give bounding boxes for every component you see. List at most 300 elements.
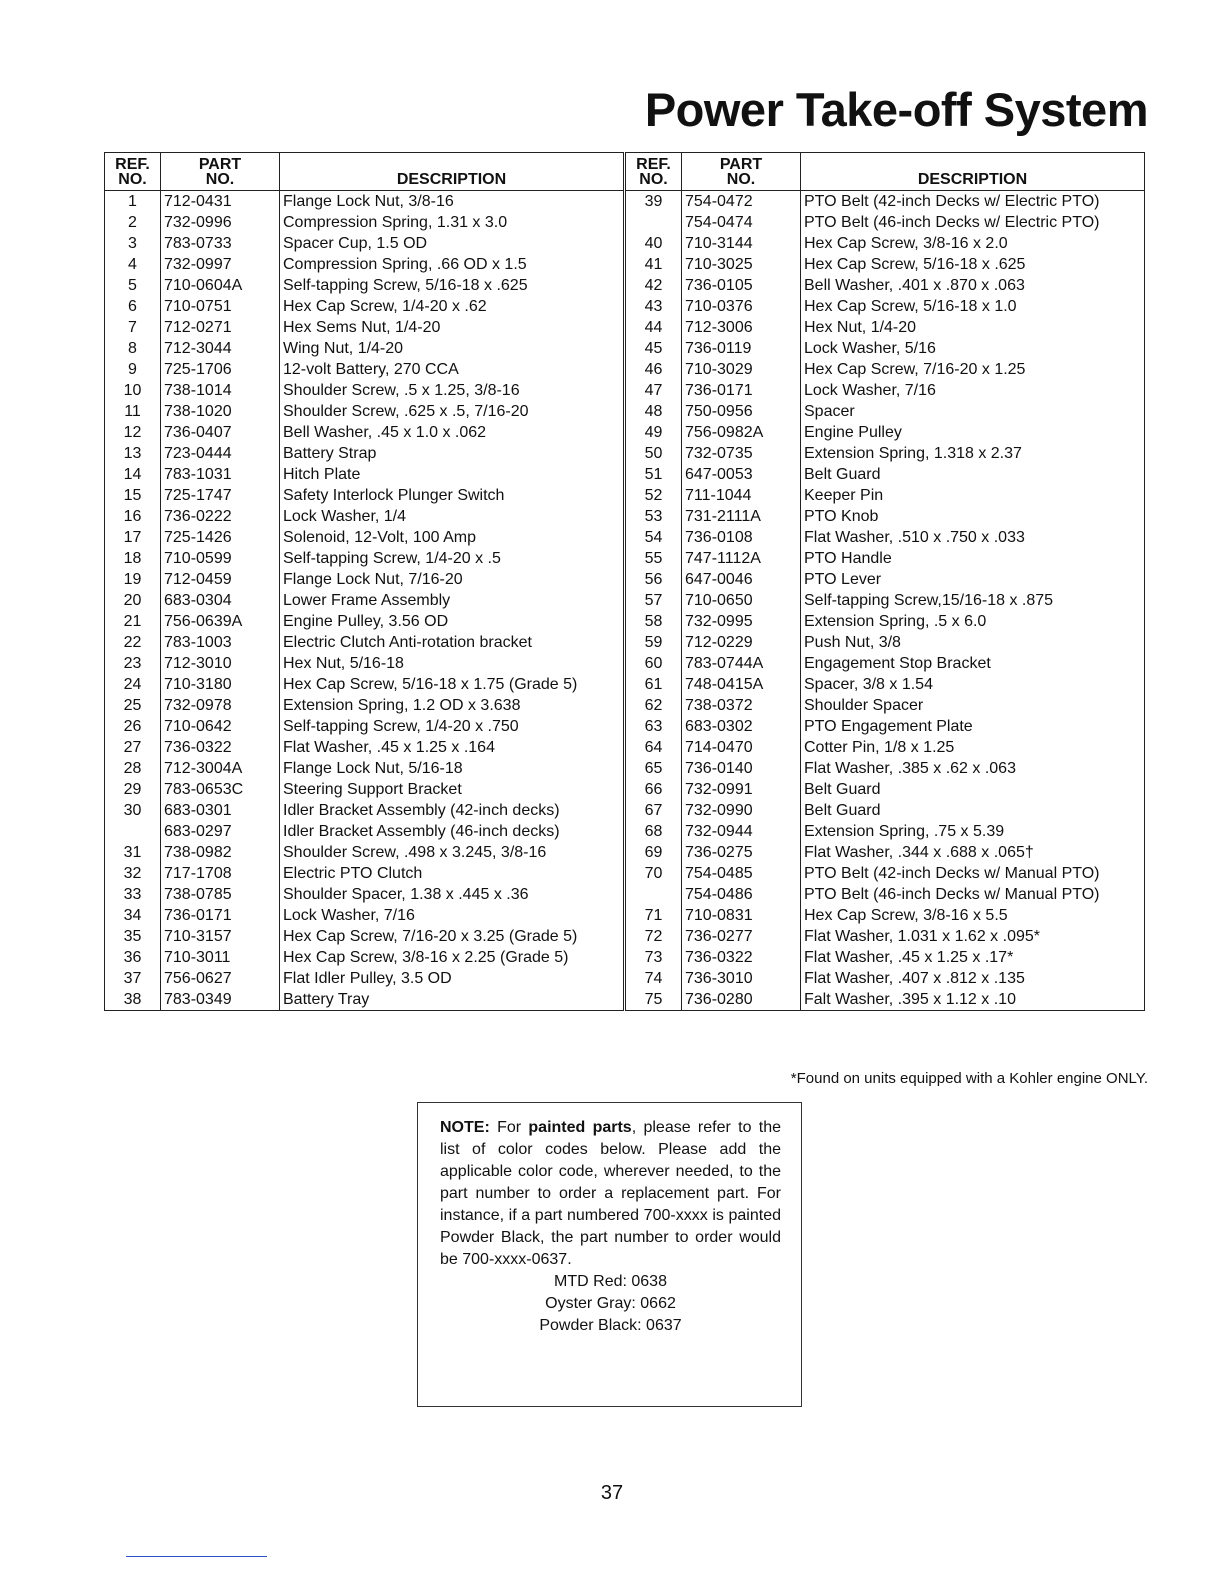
table-row	[105, 653, 624, 674]
description-cell: PTO Belt (42-inch Decks w/ Manual PTO)	[801, 863, 1145, 884]
part-number-cell: 710-0650	[682, 590, 801, 611]
ref-cell: 6	[105, 296, 161, 317]
part-number-cell: 732-0735	[682, 443, 801, 464]
table-row	[105, 968, 624, 989]
footnote: *Found on units equipped with a Kohler engine ONLY.	[790, 1070, 1148, 1087]
ref-cell: 7	[105, 317, 161, 338]
ref-cell: 64	[626, 737, 682, 758]
part-number-cell: 736-0277	[682, 926, 801, 947]
table-row	[105, 506, 624, 527]
part-number-cell: 723-0444	[161, 443, 280, 464]
part-number-cell: 710-0604A	[161, 275, 280, 296]
ref-cell: 39	[626, 191, 682, 213]
description-cell: Hex Cap Screw, 1/4-20 x .62	[280, 296, 624, 317]
part-number-cell: 756-0982A	[682, 422, 801, 443]
part-number-cell: 710-3029	[682, 359, 801, 380]
ref-cell: 16	[105, 506, 161, 527]
table-row	[626, 758, 1145, 779]
part-number-cell: 714-0470	[682, 737, 801, 758]
table-row	[105, 758, 624, 779]
table-row	[105, 989, 624, 1011]
part-number-cell: 712-0431	[161, 191, 280, 213]
part-number-cell: 683-0297	[161, 821, 280, 842]
part-number-cell: 783-0349	[161, 989, 280, 1011]
ref-cell: 19	[105, 569, 161, 590]
description-cell: Solenoid, 12-Volt, 100 Amp	[280, 527, 624, 548]
description-cell: Battery Strap	[280, 443, 624, 464]
table-row	[105, 380, 624, 401]
description-cell: Flat Washer, .344 x .688 x .065†	[801, 842, 1145, 863]
table-row	[105, 317, 624, 338]
description-cell: Self-tapping Screw, 1/4-20 x .5	[280, 548, 624, 569]
part-number-cell: 736-0108	[682, 527, 801, 548]
table-row	[105, 548, 624, 569]
table-row	[105, 779, 624, 800]
part-number-cell: 712-0271	[161, 317, 280, 338]
description-cell: Lock Washer, 7/16	[280, 905, 624, 926]
part-number-cell: 732-0991	[682, 779, 801, 800]
part-number-cell: 754-0485	[682, 863, 801, 884]
part-number-cell: 736-3010	[682, 968, 801, 989]
ref-cell: 60	[626, 653, 682, 674]
part-number-cell: 756-0639A	[161, 611, 280, 632]
part-number-cell: 725-1426	[161, 527, 280, 548]
table-row	[105, 884, 624, 905]
part-number-cell: 710-0751	[161, 296, 280, 317]
table-row	[626, 674, 1145, 695]
description-cell: PTO Lever	[801, 569, 1145, 590]
ref-cell: 48	[626, 401, 682, 422]
table-row	[105, 863, 624, 884]
ref-cell: 50	[626, 443, 682, 464]
part-number-cell: 738-1020	[161, 401, 280, 422]
color-code-mtd-red: MTD Red: 0638	[554, 1273, 667, 1290]
description-cell: Engine Pulley	[801, 422, 1145, 443]
ref-cell: 12	[105, 422, 161, 443]
description-cell: Compression Spring, 1.31 x 3.0	[280, 212, 624, 233]
table-row	[626, 884, 1145, 905]
description-cell: Shoulder Screw, .625 x .5, 7/16-20	[280, 401, 624, 422]
ref-cell: 22	[105, 632, 161, 653]
table-row	[105, 233, 624, 254]
table-row	[105, 611, 624, 632]
description-cell: Hex Cap Screw, 7/16-20 x 3.25 (Grade 5)	[280, 926, 624, 947]
ref-cell: 17	[105, 527, 161, 548]
description-cell: Flat Washer, .45 x 1.25 x .164	[280, 737, 624, 758]
ref-cell: 52	[626, 485, 682, 506]
ref-cell: 71	[626, 905, 682, 926]
ref-cell: 9	[105, 359, 161, 380]
description-cell: Shoulder Screw, .498 x 3.245, 3/8-16	[280, 842, 624, 863]
table-row	[626, 380, 1145, 401]
description-cell: Hex Nut, 5/16-18	[280, 653, 624, 674]
part-number-cell: 756-0627	[161, 968, 280, 989]
table-row	[626, 716, 1145, 737]
part-number-cell: 736-0322	[682, 947, 801, 968]
description-cell: Extension Spring, 1.2 OD x 3.638	[280, 695, 624, 716]
description-cell: Hitch Plate	[280, 464, 624, 485]
description-cell: Engine Pulley, 3.56 OD	[280, 611, 624, 632]
ref-cell: 24	[105, 674, 161, 695]
part-number-cell: 736-0119	[682, 338, 801, 359]
description-cell: Engagement Stop Bracket	[801, 653, 1145, 674]
part-number-cell: 736-0140	[682, 758, 801, 779]
description-cell: Belt Guard	[801, 464, 1145, 485]
note-label: NOTE:	[440, 1119, 490, 1136]
description-cell: Shoulder Spacer	[801, 695, 1145, 716]
part-number-cell: 736-0280	[682, 989, 801, 1011]
ref-cell: 11	[105, 401, 161, 422]
ref-cell: 8	[105, 338, 161, 359]
ref-cell	[105, 821, 161, 842]
description-cell: Wing Nut, 1/4-20	[280, 338, 624, 359]
description-cell: Belt Guard	[801, 800, 1145, 821]
ref-cell: 3	[105, 233, 161, 254]
description-cell: Flat Washer, .407 x .812 x .135	[801, 968, 1145, 989]
parts-table-right	[625, 152, 1145, 1011]
table-row	[105, 632, 624, 653]
ref-cell: 67	[626, 800, 682, 821]
table-row	[105, 191, 624, 213]
part-number-cell: 710-3025	[682, 254, 801, 275]
table-row	[626, 695, 1145, 716]
description-cell: Safety Interlock Plunger Switch	[280, 485, 624, 506]
ref-cell: 10	[105, 380, 161, 401]
ref-no-header: REF. NO.	[105, 153, 161, 191]
description-cell: Cotter Pin, 1/8 x 1.25	[801, 737, 1145, 758]
ref-cell: 15	[105, 485, 161, 506]
parts-table-left	[104, 152, 624, 1011]
table-row	[626, 821, 1145, 842]
description-cell: Push Nut, 3/8	[801, 632, 1145, 653]
color-code-powder-black: Powder Black: 0637	[539, 1317, 682, 1334]
description-cell: Bell Washer, .401 x .870 x .063	[801, 275, 1145, 296]
description-cell: PTO Engagement Plate	[801, 716, 1145, 737]
table-row	[626, 443, 1145, 464]
part-number-cell: 736-0105	[682, 275, 801, 296]
description-cell: Hex Cap Screw, 3/8-16 x 5.5	[801, 905, 1145, 926]
table-row	[626, 611, 1145, 632]
ref-cell: 31	[105, 842, 161, 863]
ref-cell	[626, 884, 682, 905]
description-cell: Hex Sems Nut, 1/4-20	[280, 317, 624, 338]
table-row	[105, 737, 624, 758]
part-number-cell: 736-0275	[682, 842, 801, 863]
description-cell: Lock Washer, 7/16	[801, 380, 1145, 401]
part-number-cell: 738-0372	[682, 695, 801, 716]
ref-cell: 68	[626, 821, 682, 842]
part-number-cell: 712-3004A	[161, 758, 280, 779]
part-number-cell: 725-1747	[161, 485, 280, 506]
description-cell: Hex Cap Screw, 5/16-18 x 1.75 (Grade 5)	[280, 674, 624, 695]
table-row	[105, 800, 624, 821]
table-row	[626, 947, 1145, 968]
description-cell: Flat Washer, .45 x 1.25 x .17*	[801, 947, 1145, 968]
description-cell: Battery Tray	[280, 989, 624, 1011]
part-number-cell: 754-0486	[682, 884, 801, 905]
ref-cell: 33	[105, 884, 161, 905]
part-number-cell: 754-0474	[682, 212, 801, 233]
table-row	[626, 800, 1145, 821]
part-number-cell: 736-0171	[682, 380, 801, 401]
part-number-cell: 783-1031	[161, 464, 280, 485]
table-row	[105, 464, 624, 485]
ref-cell: 55	[626, 548, 682, 569]
ref-cell: 63	[626, 716, 682, 737]
ref-cell: 23	[105, 653, 161, 674]
ref-cell: 2	[105, 212, 161, 233]
description-cell: Flange Lock Nut, 5/16-18	[280, 758, 624, 779]
table-row	[105, 590, 624, 611]
table-row	[626, 464, 1145, 485]
table-row	[626, 233, 1145, 254]
description-cell: Flat Idler Pulley, 3.5 OD	[280, 968, 624, 989]
table-row	[626, 506, 1145, 527]
description-cell: Hex Cap Screw, 3/8-16 x 2.0	[801, 233, 1145, 254]
part-number-cell: 710-3011	[161, 947, 280, 968]
table-row	[105, 695, 624, 716]
ref-cell: 53	[626, 506, 682, 527]
ref-cell: 74	[626, 968, 682, 989]
ref-cell: 21	[105, 611, 161, 632]
table-row	[626, 296, 1145, 317]
part-number-cell: 683-0302	[682, 716, 801, 737]
ref-cell: 44	[626, 317, 682, 338]
table-row	[626, 842, 1145, 863]
ref-cell: 51	[626, 464, 682, 485]
table-row	[105, 359, 624, 380]
ref-no-header: REF. NO.	[626, 153, 682, 191]
color-code-oyster-gray: Oyster Gray: 0662	[545, 1295, 676, 1312]
description-cell: Extension Spring, .5 x 6.0	[801, 611, 1145, 632]
parts-table-left-body	[105, 191, 624, 1011]
description-cell: Hex Cap Screw, 3/8-16 x 2.25 (Grade 5)	[280, 947, 624, 968]
description-cell: Idler Bracket Assembly (42-inch decks)	[280, 800, 624, 821]
part-number-cell: 710-0642	[161, 716, 280, 737]
description-cell: Electric Clutch Anti-rotation bracket	[280, 632, 624, 653]
ref-cell: 62	[626, 695, 682, 716]
part-number-cell: 732-0990	[682, 800, 801, 821]
ref-cell: 47	[626, 380, 682, 401]
description-cell: Flat Washer, 1.031 x 1.62 x .095*	[801, 926, 1145, 947]
part-number-cell: 783-0653C	[161, 779, 280, 800]
part-number-cell: 683-0301	[161, 800, 280, 821]
part-number-cell: 736-0407	[161, 422, 280, 443]
table-row	[105, 905, 624, 926]
ref-cell: 38	[105, 989, 161, 1011]
description-cell: Flat Washer, .385 x .62 x .063	[801, 758, 1145, 779]
table-row	[626, 317, 1145, 338]
table-row	[626, 548, 1145, 569]
painted-parts-note	[417, 1102, 802, 1407]
table-row	[105, 254, 624, 275]
ref-cell: 42	[626, 275, 682, 296]
ref-cell: 28	[105, 758, 161, 779]
ref-cell: 70	[626, 863, 682, 884]
table-row	[105, 485, 624, 506]
description-cell: Lock Washer, 1/4	[280, 506, 624, 527]
ref-cell: 37	[105, 968, 161, 989]
ref-cell: 65	[626, 758, 682, 779]
table-row	[626, 926, 1145, 947]
description-cell: Idler Bracket Assembly (46-inch decks)	[280, 821, 624, 842]
ref-cell: 30	[105, 800, 161, 821]
part-number-cell: 711-1044	[682, 485, 801, 506]
description-cell: Spacer Cup, 1.5 OD	[280, 233, 624, 254]
table-row	[626, 590, 1145, 611]
part-number-cell: 710-0376	[682, 296, 801, 317]
table-row	[626, 254, 1145, 275]
part-no-header: PART NO.	[682, 153, 801, 191]
part-number-cell: 732-0978	[161, 695, 280, 716]
ref-cell: 18	[105, 548, 161, 569]
description-cell: Flange Lock Nut, 3/8-16	[280, 191, 624, 213]
table-row	[105, 674, 624, 695]
page-number: 37	[600, 1482, 624, 1504]
description-cell: Extension Spring, 1.318 x 2.37	[801, 443, 1145, 464]
ref-cell: 54	[626, 527, 682, 548]
ref-cell: 45	[626, 338, 682, 359]
part-number-cell: 736-0322	[161, 737, 280, 758]
table-row	[105, 527, 624, 548]
table-row	[626, 863, 1145, 884]
description-cell: Belt Guard	[801, 779, 1145, 800]
table-row	[626, 485, 1145, 506]
description-cell: Hex Cap Screw, 5/16-18 x 1.0	[801, 296, 1145, 317]
note-text: NOTE: For painted parts, please refer to the list of color codes below. Please add the applicable color code, wherever needed, to the part number to order a replacement part. For instance, if a part numbered 700-xxxx is painted Powder Black, the part number to order would be 700-xxxx-0637.	[440, 1119, 782, 1268]
ref-cell	[626, 212, 682, 233]
part-number-cell: 712-3006	[682, 317, 801, 338]
parts-table-right-body	[626, 191, 1145, 1011]
part-number-cell: 731-2111A	[682, 506, 801, 527]
color-codes	[440, 1271, 781, 1337]
description-cell: Flat Washer, .510 x .750 x .033	[801, 527, 1145, 548]
ref-cell: 73	[626, 947, 682, 968]
table-header-row	[626, 153, 1145, 191]
table-row	[105, 338, 624, 359]
ref-cell: 20	[105, 590, 161, 611]
table-row	[105, 821, 624, 842]
table-row	[626, 968, 1145, 989]
table-row	[105, 401, 624, 422]
part-number-cell: 732-0944	[682, 821, 801, 842]
table-row	[105, 842, 624, 863]
ref-cell: 41	[626, 254, 682, 275]
ref-cell: 27	[105, 737, 161, 758]
part-number-cell: 747-1112A	[682, 548, 801, 569]
ref-cell: 5	[105, 275, 161, 296]
part-number-cell: 732-0997	[161, 254, 280, 275]
table-row	[626, 212, 1145, 233]
part-number-cell: 710-0599	[161, 548, 280, 569]
part-number-cell: 683-0304	[161, 590, 280, 611]
table-row	[105, 926, 624, 947]
part-number-cell: 750-0956	[682, 401, 801, 422]
ref-cell: 34	[105, 905, 161, 926]
table-row	[626, 779, 1145, 800]
ref-cell: 25	[105, 695, 161, 716]
description-cell: Lock Washer, 5/16	[801, 338, 1145, 359]
table-row	[626, 737, 1145, 758]
part-number-cell: 717-1708	[161, 863, 280, 884]
table-row	[626, 422, 1145, 443]
part-number-cell: 783-0744A	[682, 653, 801, 674]
part-number-cell: 725-1706	[161, 359, 280, 380]
ref-cell: 46	[626, 359, 682, 380]
ref-cell: 56	[626, 569, 682, 590]
ref-cell: 32	[105, 863, 161, 884]
description-header: DESCRIPTION	[801, 153, 1145, 191]
table-header-row	[105, 153, 624, 191]
table-row	[105, 569, 624, 590]
description-cell: Steering Support Bracket	[280, 779, 624, 800]
ref-cell: 13	[105, 443, 161, 464]
part-number-cell: 712-0229	[682, 632, 801, 653]
table-row	[626, 191, 1145, 213]
description-cell: Self-tapping Screw, 5/16-18 x .625	[280, 275, 624, 296]
table-row	[626, 359, 1145, 380]
part-number-cell: 732-0995	[682, 611, 801, 632]
ref-cell: 59	[626, 632, 682, 653]
ref-cell: 29	[105, 779, 161, 800]
ref-cell: 69	[626, 842, 682, 863]
description-cell: Lower Frame Assembly	[280, 590, 624, 611]
table-row	[105, 443, 624, 464]
table-row	[626, 569, 1145, 590]
description-cell: PTO Belt (46-inch Decks w/ Manual PTO)	[801, 884, 1145, 905]
part-number-cell: 712-3010	[161, 653, 280, 674]
table-row	[105, 716, 624, 737]
table-row	[626, 338, 1145, 359]
ref-cell: 26	[105, 716, 161, 737]
description-cell: Keeper Pin	[801, 485, 1145, 506]
part-number-cell: 738-0785	[161, 884, 280, 905]
description-cell: Electric PTO Clutch	[280, 863, 624, 884]
part-number-cell: 738-0982	[161, 842, 280, 863]
description-cell: Shoulder Spacer, 1.38 x .445 x .36	[280, 884, 624, 905]
description-cell: Bell Washer, .45 x 1.0 x .062	[280, 422, 624, 443]
description-cell: Self-tapping Screw,15/16-18 x .875	[801, 590, 1145, 611]
part-number-cell: 783-0733	[161, 233, 280, 254]
table-row	[105, 212, 624, 233]
part-number-cell: 710-3144	[682, 233, 801, 254]
table-row	[626, 989, 1145, 1011]
ref-cell: 49	[626, 422, 682, 443]
description-cell: Hex Nut, 1/4-20	[801, 317, 1145, 338]
table-row	[626, 527, 1145, 548]
part-number-cell: 712-0459	[161, 569, 280, 590]
description-cell: 12-volt Battery, 270 CCA	[280, 359, 624, 380]
ref-cell: 72	[626, 926, 682, 947]
description-cell: PTO Knob	[801, 506, 1145, 527]
ref-cell: 35	[105, 926, 161, 947]
description-cell: PTO Handle	[801, 548, 1145, 569]
part-number-cell: 647-0046	[682, 569, 801, 590]
table-row	[626, 275, 1145, 296]
part-number-cell: 732-0996	[161, 212, 280, 233]
ref-cell: 66	[626, 779, 682, 800]
description-cell: Flange Lock Nut, 7/16-20	[280, 569, 624, 590]
ref-cell: 36	[105, 947, 161, 968]
page-title: Power Take-off System	[644, 83, 1148, 136]
part-number-cell: 710-3157	[161, 926, 280, 947]
ref-cell: 75	[626, 989, 682, 1011]
part-number-cell: 647-0053	[682, 464, 801, 485]
part-number-cell: 783-1003	[161, 632, 280, 653]
ref-cell: 58	[626, 611, 682, 632]
table-row	[105, 422, 624, 443]
description-cell: Spacer	[801, 401, 1145, 422]
